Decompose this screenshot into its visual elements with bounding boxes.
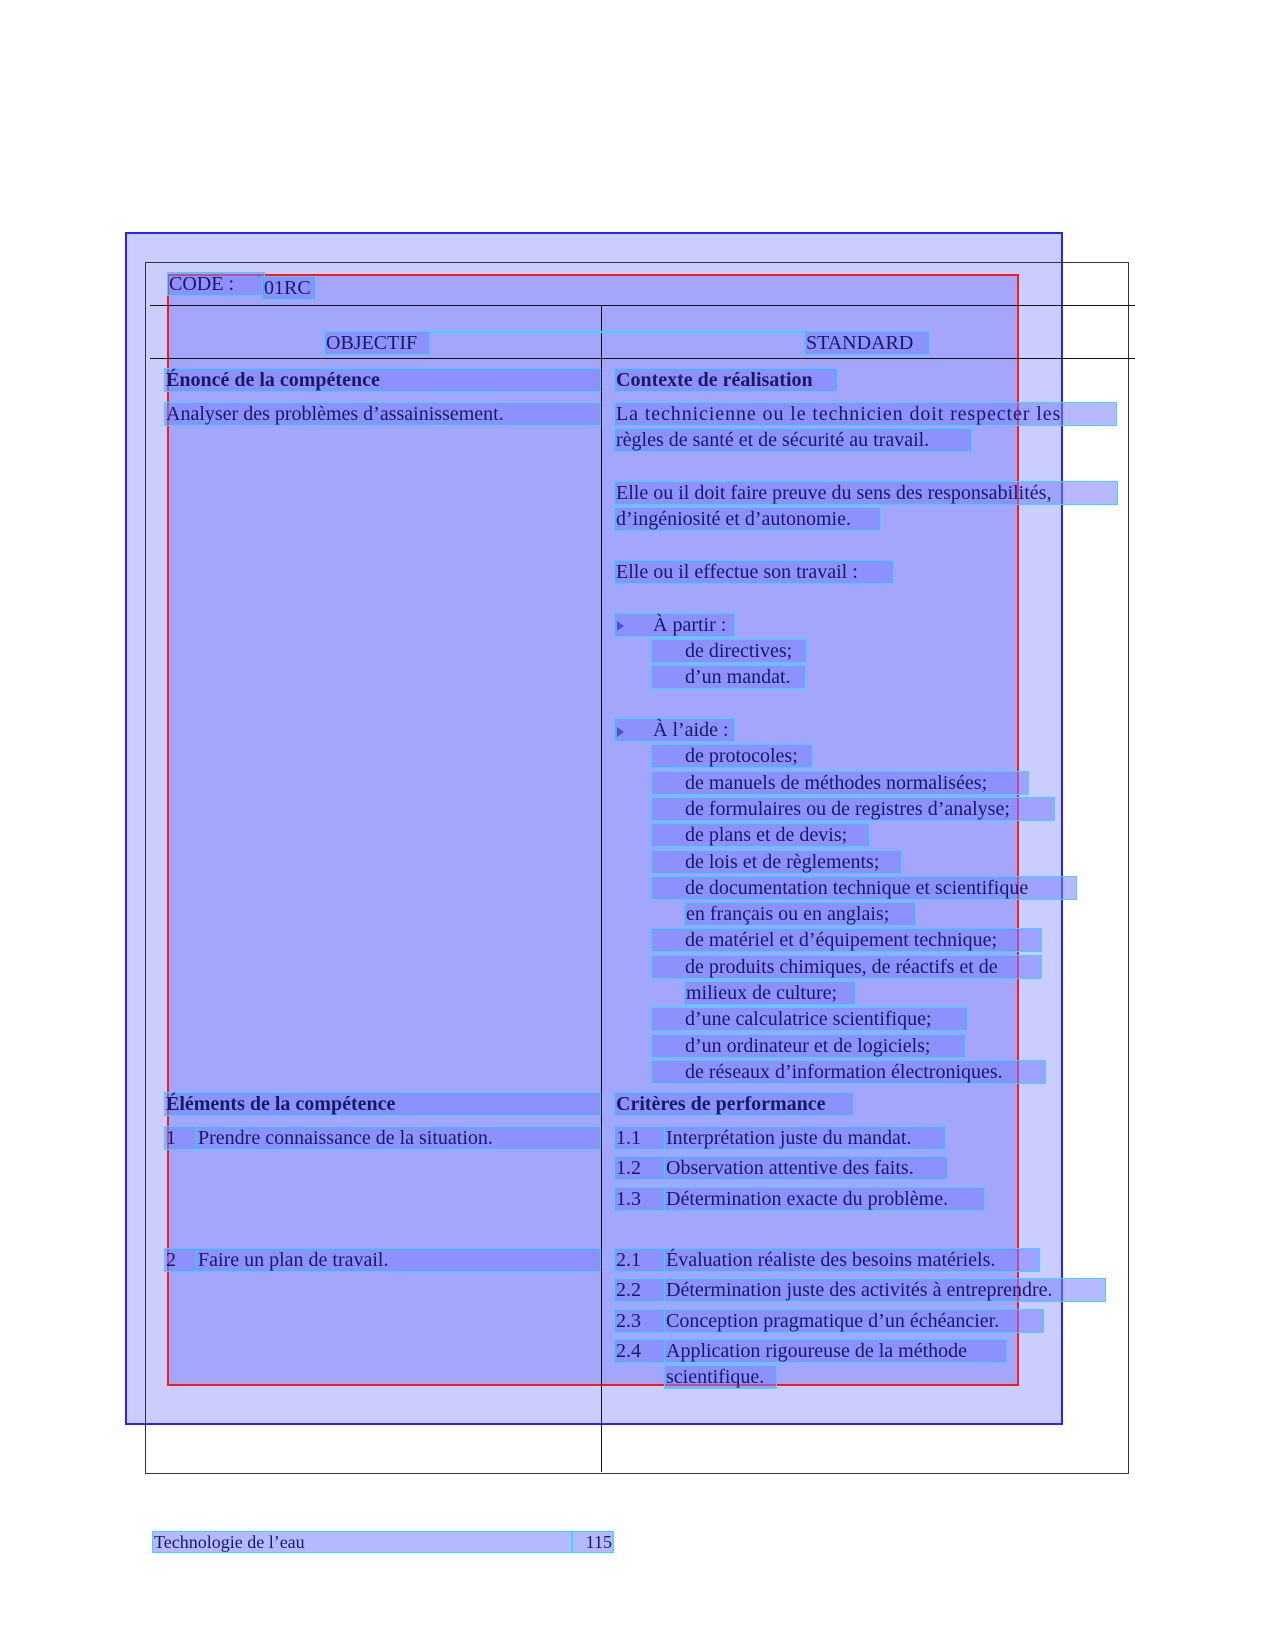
group2-item: de manuels de méthodes normalisées; (651, 771, 1029, 795)
column-rule (150, 358, 1135, 359)
element-number: 2 (164, 1248, 198, 1272)
element-number: 1 (164, 1126, 198, 1150)
footer-page-number: 115 (572, 1531, 614, 1553)
context-title: Contexte de réalisation (614, 368, 838, 392)
element-text: Faire un plan de travail. (196, 1248, 601, 1272)
footer-title: Technologie de l’eau (152, 1531, 572, 1553)
criterion-text: Conception pragmatique d’un échéancier. (664, 1309, 1044, 1333)
group2-item: de protocoles; (651, 744, 813, 768)
criterion-number: 2.4 (614, 1339, 666, 1363)
code-label: CODE : (167, 272, 265, 296)
group2-item-cont: milieux de culture; (684, 981, 856, 1005)
criterion-text: Observation attentive des faits. (664, 1156, 948, 1180)
element-text: Prendre connaissance de la situation. (196, 1126, 601, 1150)
context-p2-line2: d’ingéniosité et d’autonomie. (614, 507, 881, 531)
criterion-text: Détermination exacte du problème. (664, 1187, 985, 1211)
group2-item-cont: en français ou en anglais; (684, 902, 916, 926)
group1-item: de directives; (651, 639, 807, 663)
group2-item: d’un ordinateur et de logiciels; (651, 1034, 966, 1058)
competence-title: Énoncé de la compétence (164, 368, 601, 392)
criteria-title: Critères de performance (614, 1092, 854, 1116)
context-p3: Elle ou il effectue son travail : (614, 560, 894, 584)
competence-text: Analyser des problèmes d’assainissement. (164, 402, 601, 426)
criterion-number: 1.1 (614, 1126, 666, 1150)
criterion-text: Évaluation réaliste des besoins matériels. (664, 1248, 1040, 1272)
column-objectif: OBJECTIF (324, 331, 430, 355)
group2-item: d’une calculatrice scientifique; (651, 1007, 968, 1031)
context-p2-line1: Elle ou il doit faire preuve du sens des responsabilités, (614, 481, 1118, 505)
criterion-text: Application rigoureuse de la méthode (664, 1339, 1007, 1363)
criterion-text: Interprétation juste du mandat. (664, 1126, 946, 1150)
criterion-text-cont: scientifique. (664, 1365, 777, 1389)
group2-item: de plans et de devis; (651, 823, 870, 847)
header-rule (150, 305, 1135, 306)
elements-title: Éléments de la compétence (164, 1092, 601, 1116)
group2-head: À l’aide : (614, 718, 735, 742)
group2-item: de formulaires ou de registres d’analyse; (651, 797, 1055, 821)
criterion-number: 2.3 (614, 1309, 666, 1333)
group2-item: de lois et de règlements; (651, 850, 902, 874)
criterion-number: 1.2 (614, 1156, 666, 1180)
criterion-number: 2.2 (614, 1278, 666, 1302)
criterion-text: Détermination juste des activités à entreprendre. (664, 1278, 1106, 1302)
group1-item: d’un mandat. (651, 665, 806, 689)
group2-item: de réseaux d’information électroniques. (651, 1060, 1046, 1084)
group2-item: de matériel et d’équipement technique; (651, 928, 1042, 952)
group1-head: À partir : (614, 613, 735, 637)
criterion-number: 1.3 (614, 1187, 666, 1211)
criterion-number: 2.1 (614, 1248, 666, 1272)
group2-item: de documentation technique et scientifique (651, 876, 1077, 900)
column-heading-band (430, 331, 806, 333)
column-divider (601, 305, 602, 1472)
context-p1-line2: règles de santé et de sécurité au travail. (614, 428, 972, 452)
code-value: 01RC (262, 276, 316, 300)
column-standard: STANDARD (804, 331, 930, 355)
group2-item: de produits chimiques, de réactifs et de (651, 955, 1042, 979)
context-p1-line1: La technicienne ou le technicien doit respecter les (614, 402, 1117, 426)
